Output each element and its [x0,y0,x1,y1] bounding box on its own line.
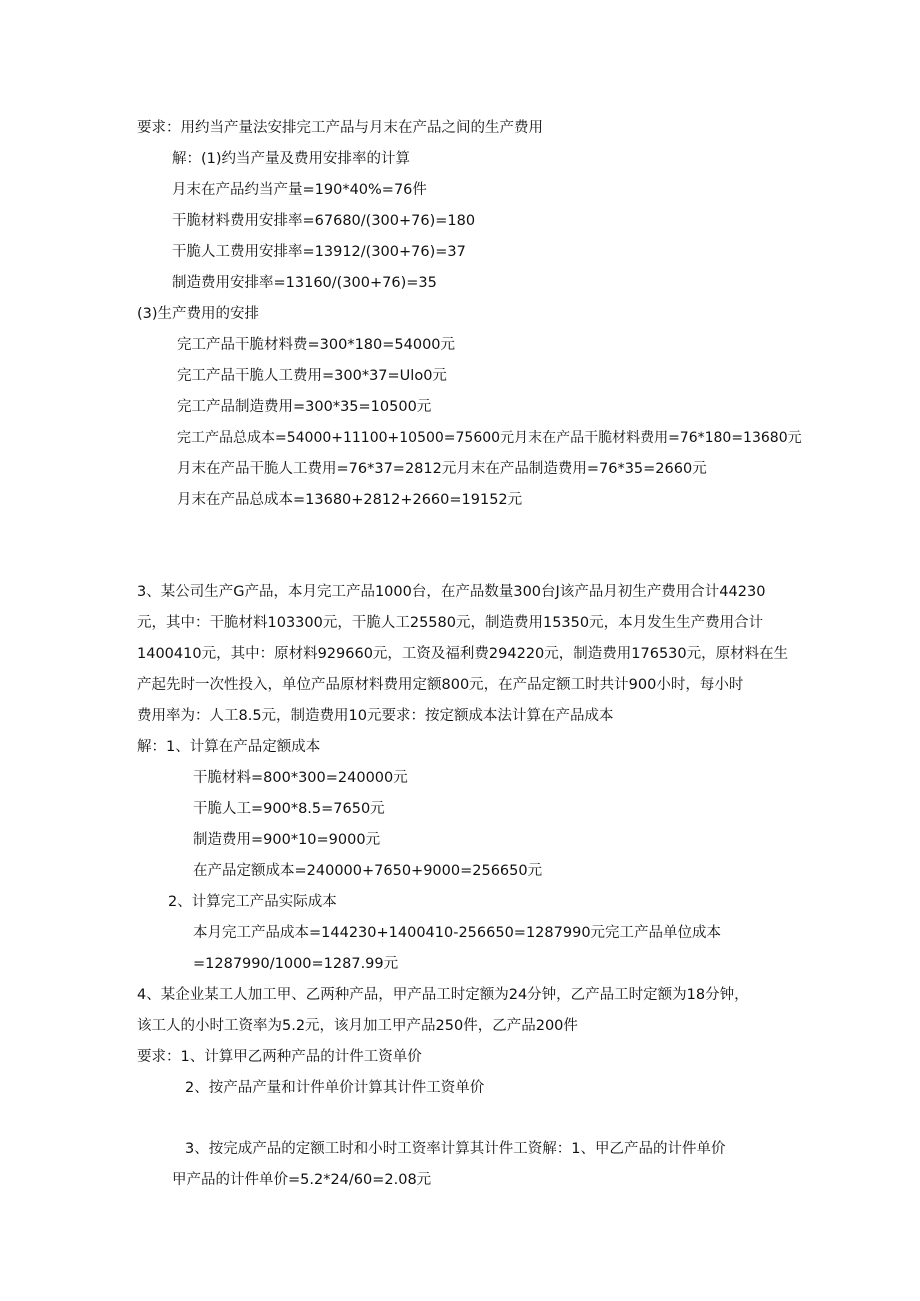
text-line-equivalent-units: 月末在产品约当产量=190*40%=76件 [172,182,427,198]
text-line-finished-material: 完工产品干脆材料费=300*180=54000元 [177,337,456,353]
text-line-cost-allocation-heading: (3)生产费用的安排 [137,306,260,322]
text-line-problem-3-d: 产起先时一次性投入，单位产品原材料费用定额800元，在产品定额工时共计900小时，每小时 [137,677,744,693]
text-line-problem-4-a: 4、某企业某工人加工甲、乙两种产品，甲产品工时定额为24分钟，乙产品工时定额为18分钟， [137,987,749,1003]
text-line-step-2-heading: 2、计算完工产品实际成本 [168,894,337,910]
text-line-actual-cost: 本月完工产品成本=144230+1400410-256650=1287990元完工产品单位成本 [193,925,722,941]
text-line-finished-total: 完工产品总成本=54000+11100+10500=75600元月末在产品干脆材料费用=76*180=13680元 [177,430,802,446]
text-line-labor-rate: 干脆人工费用安排率=13912/(300+76)=37 [172,244,466,260]
text-line-overhead-rate: 制造费用安排率=13160/(300+76)=35 [172,275,437,291]
text-line-requirement-1: 要求：用约当产量法安排完工产品与月末在产品之间的生产费用 [137,120,543,136]
text-line-problem-3-b: 元，其中：干脆材料103300元，干脆人工25580元，制造费用15350元，本月发生生产费用合计 [137,615,764,631]
text-line-problem-4-b: 该工人的小时工资率为5.2元，该月加工甲产品250件，乙产品200件 [137,1018,578,1034]
text-line-wip-labor-overhead: 月末在产品干脆人工费用=76*37=2812元月末在产品制造费用=76*35=2660元 [177,461,707,477]
text-line-material-rate: 干脆材料费用安排率=67680/(300+76)=180 [172,213,476,229]
text-line-problem-3-e: 费用率为：人工8.5元，制造费用10元要求：按定额成本法计算在产品成本 [137,708,614,724]
text-line-requirement-4-3: 3、按完成产品的定额工时和小时工资率计算其计件工资解：1、甲乙产品的计件单价 [185,1141,726,1157]
text-line-problem-3-a: 3、某公司生产G产品，本月完工产品1000台，在产品数量300台J该产品月初生产费用合计44230 [137,584,766,600]
text-line-std-labor: 干脆人工=900*8.5=7650元 [193,801,385,817]
text-line-requirement-4-2: 2、按产品产量和计件单价计算其计件工资单价 [185,1080,485,1096]
text-line-unit-cost: =1287990/1000=1287.99元 [193,956,399,972]
text-line-finished-labor: 完工产品干脆人工费用=300*37=Ulo0元 [177,368,447,384]
text-line-std-overhead: 制造费用=900*10=9000元 [193,832,381,848]
text-line-requirement-4-1: 要求：1、计算甲乙两种产品的计件工资单价 [137,1049,422,1065]
text-line-finished-overhead: 完工产品制造费用=300*35=10500元 [177,399,432,415]
text-line-wip-total: 月末在产品总成本=13680+2812+2660=19152元 [177,492,523,508]
text-line-piece-rate-a: 甲产品的计件单价=5.2*24/60=2.08元 [172,1172,432,1188]
text-line-std-total: 在产品定额成本=240000+7650+9000=256650元 [193,863,543,879]
text-line-solution-heading: 解：(1)约当产量及费用安排率的计算 [172,151,411,167]
text-line-solution-3-heading: 解：1、计算在产品定额成本 [137,739,321,755]
text-line-std-material: 干脆材料=800*300=240000元 [193,770,408,786]
text-line-problem-3-c: 1400410元，其中：原材料929660元，工资及福利费294220元，制造费用176530元，原材料在生 [137,646,789,662]
